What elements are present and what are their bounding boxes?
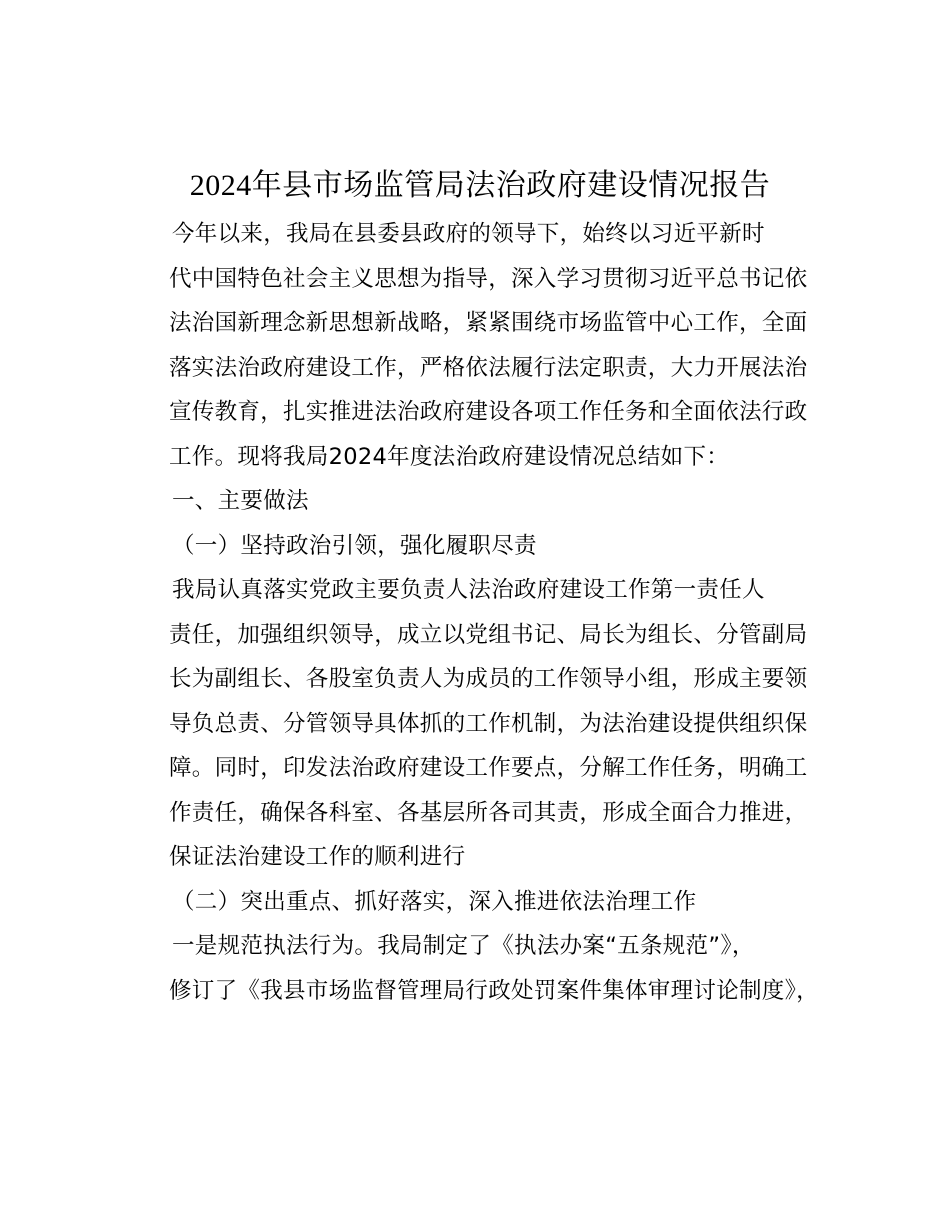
paragraph-line: 保证法治建设工作的顺利进行 — [169, 844, 466, 870]
intro-paragraph — [124, 212, 836, 479]
paragraph-line: 责任，加强组织领导，成立以党组书记、局长为组长、分管副局 — [169, 621, 808, 648]
paragraph-line: 障。同时，印发法治政府建设工作要点，分解工作任务，明确工 — [169, 755, 808, 781]
body-paragraph-2 — [124, 924, 836, 1013]
intro-line: 宣传教育，扎实推进法治政府建设各项工作任务和全面依法行政 — [169, 399, 808, 425]
paragraph-line: 作责任，确保各科室、各基层所各司其责，形成全面合力推进， — [169, 799, 808, 826]
intro-line: 法治国新理念新思想新战略，紧紧围绕市场监管中心工作，全面 — [169, 310, 808, 336]
document-body — [124, 162, 836, 1013]
paragraph-line: 一是规范执法行为。我局制定了《执法办案“五条规范”》， — [172, 933, 755, 959]
intro-line: 今年以来，我局在县委县政府的领导下，始终以习近平新时 — [172, 221, 765, 247]
paragraph-line: 修订了《我县市场监督管理局行政处罚案件集体审理讨论制度》， — [169, 977, 819, 1004]
document-title: 2024年县市场监管局法治政府建设情况报告 — [189, 169, 771, 202]
section-heading: 一、主要做法 — [172, 488, 309, 514]
paragraph-line: 导负总责、分管领导具体抓的工作机制，为法治建设提供组织保 — [169, 710, 808, 737]
intro-line: 工作。现将我局2024年度法治政府建设情况总结如下： — [169, 443, 730, 470]
paragraph-line: 长为副组长、各股室负责人为成员的工作领导小组，形成主要领 — [169, 666, 808, 692]
subsection-heading-2: （二）突出重点、抓好落实，深入推进依法治理工作 — [172, 888, 697, 915]
subsection-heading-1: （一）坚持政治引领，强化履职尽责 — [172, 532, 537, 559]
intro-line: 落实法治政府建设工作，严格依法履行法定职责，大力开展法治 — [169, 354, 808, 381]
paragraph-line: 我局认真落实党政主要负责人法治政府建设工作第一责任人 — [172, 577, 765, 603]
body-paragraph-1 — [124, 568, 836, 880]
intro-line: 代中国特色社会主义思想为指导，深入学习贯彻习近平总书记依 — [169, 265, 808, 292]
